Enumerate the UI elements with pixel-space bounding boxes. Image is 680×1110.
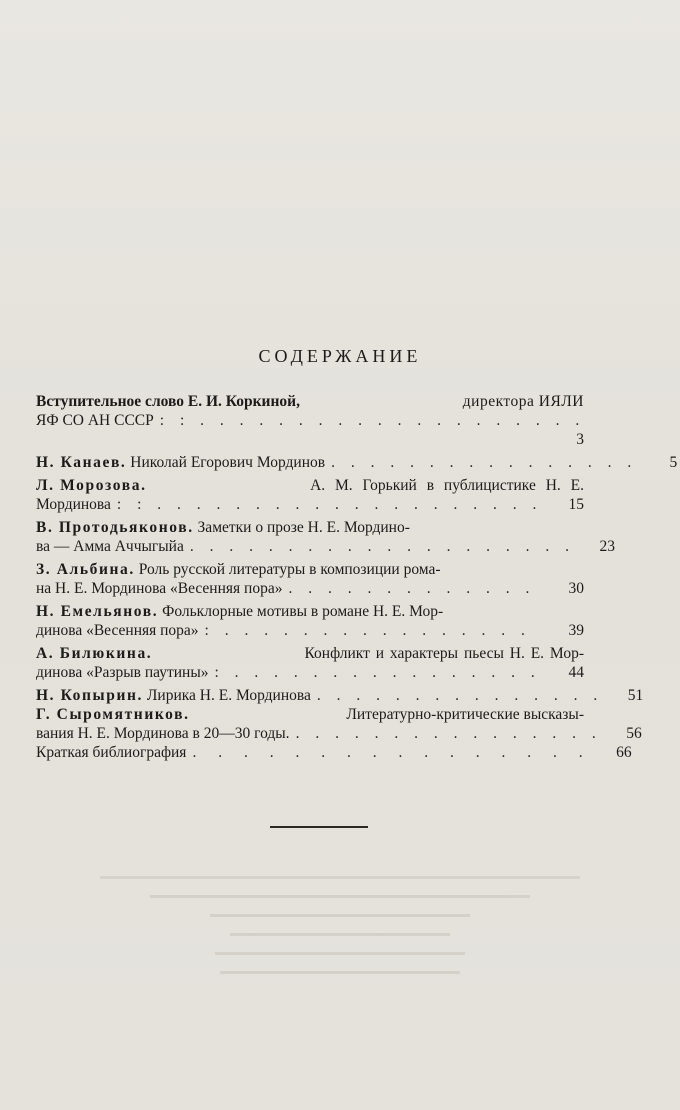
toc-entry bbox=[36, 392, 584, 449]
toc-entry-title: Литературно-критические высказы- bbox=[346, 706, 584, 723]
toc-entry bbox=[36, 743, 632, 762]
toc-entry-author: Вступительное слово Е. И. Коркиной, bbox=[36, 393, 300, 410]
toc-entry-title-continued: динова «Разрыв паутины» bbox=[36, 664, 209, 681]
toc-entry-title: Заметки о прозе Н. Е. Мордино- bbox=[197, 519, 410, 536]
dot-leader: . . . . . . . . . . . . . . . . bbox=[331, 454, 638, 471]
dot-leader: . . . . . . . . . . . . . . . bbox=[316, 687, 604, 704]
toc-entry bbox=[36, 644, 584, 682]
toc-entry-title: Краткая библиография bbox=[36, 744, 187, 761]
toc-entry-title-continued: вания Н. Е. Мординова в 20—30 годы. bbox=[36, 725, 290, 742]
bleed-through-text bbox=[70, 860, 610, 1010]
section-divider bbox=[270, 826, 368, 828]
toc-entry bbox=[36, 476, 584, 514]
toc-entry-title-continued: ЯФ СО АН СССР bbox=[36, 412, 154, 429]
toc-entry-title-continued: ва — Амма Аччыгыйа bbox=[36, 538, 184, 555]
dot-leader: . . . . . . . . . . . . . . . . . . . . bbox=[189, 538, 575, 555]
toc-entry bbox=[36, 686, 644, 705]
toc-entry-title-continued: на Н. Е. Мординова «Весенняя пора» bbox=[36, 580, 283, 597]
toc-entry bbox=[36, 518, 615, 556]
toc-entry-page: 30 bbox=[568, 580, 584, 597]
toc-entry bbox=[36, 560, 584, 598]
dot-leader: . . . . . . . . . . . . . . . . bbox=[192, 744, 592, 761]
toc-entry-title: Фольклорные мотивы в романе Н. Е. Мор- bbox=[162, 603, 444, 620]
toc-entry-author: А. Билюкина. bbox=[36, 645, 153, 662]
toc-entry-page: 3 bbox=[576, 431, 584, 448]
toc-entry-page: 51 bbox=[627, 687, 644, 704]
toc-entry bbox=[36, 453, 678, 472]
toc-entry-page: 66 bbox=[616, 744, 632, 761]
dot-leader: . . . . . . . . . . . . . . . . bbox=[295, 725, 602, 742]
contents-heading: СОДЕРЖАНИЕ bbox=[258, 346, 422, 366]
toc-entry-title: Николай Егорович Мординов bbox=[130, 454, 326, 471]
toc-entry-title: А. М. Горький в публицистике Н. Е. bbox=[310, 477, 584, 494]
dot-leader: : . . . . . . . . . . . . . . . . bbox=[204, 622, 531, 639]
table-of-contents bbox=[36, 392, 678, 766]
toc-entry-author: Н. Копырин. bbox=[36, 687, 144, 704]
toc-entry-page: 5 bbox=[669, 454, 678, 471]
toc-entry bbox=[36, 705, 642, 743]
dot-leader: : : . . . . . . . . . . . . . . . . . . . . bbox=[116, 496, 543, 513]
toc-entry-author: Л. Морозова. bbox=[36, 477, 147, 494]
toc-entry-page: 39 bbox=[568, 622, 584, 639]
toc-entry-author: Н. Емельянов. bbox=[36, 603, 159, 620]
toc-entry-title: Лирика Н. Е. Мординова bbox=[146, 687, 311, 704]
toc-entry-author: Г. Сыромятников. bbox=[36, 706, 190, 723]
toc-entry-page: 15 bbox=[568, 496, 584, 513]
toc-entry-title-continued: динова «Весенняя пора» bbox=[36, 622, 199, 639]
dot-leader: : : . . . . . . . . . . . . . . . . . . . . bbox=[159, 412, 586, 429]
toc-entry-page: 23 bbox=[599, 538, 615, 555]
toc-entry-author: В. Протодьяконов. bbox=[36, 519, 194, 536]
toc-entry-title-continued: Мординова bbox=[36, 496, 111, 513]
toc-entry-page: 56 bbox=[626, 725, 642, 742]
toc-entry-title: директора ИЯЛИ bbox=[462, 393, 584, 410]
toc-entry-author: Н. Канаев. bbox=[36, 454, 127, 471]
toc-entry bbox=[36, 602, 584, 640]
toc-entry-title: Конфликт и характеры пьесы Н. Е. Мор- bbox=[304, 645, 584, 662]
dot-leader: . . . . . . . . . . . . . bbox=[288, 580, 536, 597]
toc-entry-author: З. Альбина. bbox=[36, 561, 135, 578]
toc-entry-page: 44 bbox=[568, 664, 584, 681]
toc-entry-title: Роль русской литературы в композиции рома- bbox=[138, 561, 441, 578]
dot-leader: : . . . . . . . . . . . . . . . . bbox=[214, 664, 541, 681]
